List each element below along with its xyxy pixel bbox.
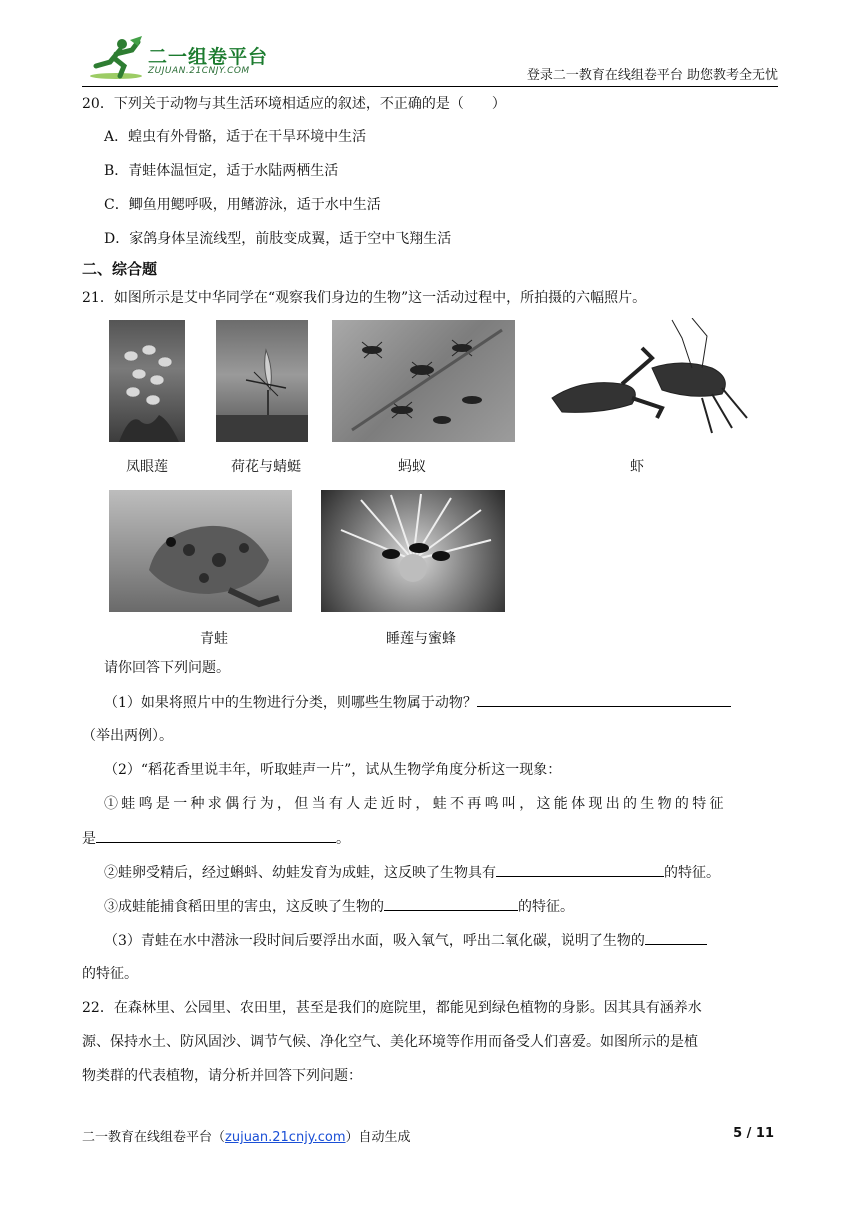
- q21-part2c: [104, 896, 574, 917]
- page-number: 5 / 11: [733, 1126, 774, 1141]
- q21-prompt: 请你回答下列问题。: [104, 660, 230, 676]
- q21-part2b: [104, 862, 720, 883]
- answer-blank-2c[interactable]: [384, 896, 518, 911]
- q21-part2b-post: 的特征。: [664, 865, 720, 881]
- q21-part2a-cont: [82, 828, 350, 849]
- runner-icon: [86, 36, 146, 82]
- caption-water-hyacinth: 凤眼莲: [126, 459, 168, 475]
- q21-part3: [104, 930, 707, 951]
- photo-waterlily-bees: [321, 490, 505, 612]
- q21-part3-cont: 的特征。: [82, 966, 138, 982]
- q21-part2a-post: 。: [336, 831, 350, 847]
- footer-source-pre: 二一教育在线组卷平台（: [82, 1130, 226, 1145]
- caption-waterlily-bees: 睡莲与蜜蜂: [386, 631, 456, 647]
- q21-part1-text: （1）如果将照片中的生物进行分类，则哪些生物属于动物？: [104, 695, 477, 711]
- q22-line2: 源、保持水土、防风固沙、调节气候、净化空气、美化环境等作用而备受人们喜爱。如图所示的是植: [82, 1034, 698, 1050]
- q21-stem: 21．如图所示是艾中华同学在“观察我们身边的生物”这一活动过程中，所拍摄的六幅照片。: [82, 290, 647, 306]
- header-divider: [82, 86, 778, 87]
- footer-source: [82, 1126, 411, 1145]
- answer-blank-1[interactable]: [477, 692, 731, 707]
- logo: [86, 36, 276, 82]
- logo-subtitle: ZUJUAN.21CNJY.COM: [148, 66, 250, 76]
- answer-blank-2b[interactable]: [496, 862, 664, 877]
- caption-lotus-dragonfly: 荷花与蜻蜓: [231, 459, 301, 475]
- q20-option-a: A．蝗虫有外骨骼，适于在干旱环境中生活: [104, 129, 367, 145]
- caption-frog: 青蛙: [200, 631, 228, 647]
- q21-part1-cont: （举出两例）。: [82, 728, 173, 744]
- section-title: 二、综合题: [82, 260, 158, 278]
- footer-link[interactable]: zujuan.21cnjy.com: [225, 1130, 346, 1145]
- photo-ants: [332, 320, 515, 442]
- photo-water-hyacinth: [109, 320, 185, 442]
- q21-part2c-pre: ③成蛙能捕食稻田里的害虫，这反映了生物的: [104, 899, 384, 915]
- q22-line1: 22．在森林里、公园里、农田里，甚至是我们的庭院里，都能见到绿色植物的身影。因其具有涵养水: [82, 1000, 702, 1016]
- header-slogan: 登录二一教育在线组卷平台 助您教考全无忧: [526, 68, 778, 83]
- answer-blank-3[interactable]: [645, 930, 707, 945]
- q21-part2c-post: 的特征。: [518, 899, 574, 915]
- answer-blank-2a[interactable]: [96, 828, 336, 843]
- q21-part3-text: （3）青蛙在水中潜泳一段时间后要浮出水面，吸入氧气，呼出二氧化碳，说明了生物的: [104, 933, 645, 949]
- q20-option-d: D．家鸽身体呈流线型，前肢变成翼，适于空中飞翔生活: [104, 231, 452, 247]
- footer-source-post: ）自动生成: [345, 1130, 411, 1145]
- photo-frog: [109, 490, 292, 612]
- photo-lotus-dragonfly: [216, 320, 308, 442]
- caption-ants: 蚂蚁: [398, 459, 426, 475]
- q20-option-b: B．青蛙体温恒定，适于水陆两栖生活: [104, 163, 339, 179]
- q21-part2: （2）“稻花香里说丰年，听取蛙声一片”，试从生物学角度分析这一现象：: [104, 762, 562, 778]
- q21-part2a-pre: 是: [82, 831, 96, 847]
- q22-line3: 物类群的代表植物，请分析并回答下列问题：: [82, 1068, 362, 1084]
- logo-text: 二一组卷平台: [148, 46, 269, 68]
- q20-option-c: C．鲫鱼用鳃呼吸，用鳍游泳，适于水中生活: [104, 197, 381, 213]
- photo-crayfish: [532, 318, 756, 442]
- q21-part2b-pre: ②蛙卵受精后，经过蝌蚪、幼蛙发育为成蛙，这反映了生物具有: [104, 865, 496, 881]
- caption-crayfish: 虾: [630, 459, 644, 475]
- q21-part1: [104, 692, 731, 713]
- q21-part2a: ①蛙鸣是一种求偶行为，但当有人走近时，蛙不再鸣叫，这能体现出的生物的特征: [104, 796, 727, 812]
- q20-stem: 20．下列关于动物与其生活环境相适应的叙述，不正确的是（ ）: [82, 96, 506, 112]
